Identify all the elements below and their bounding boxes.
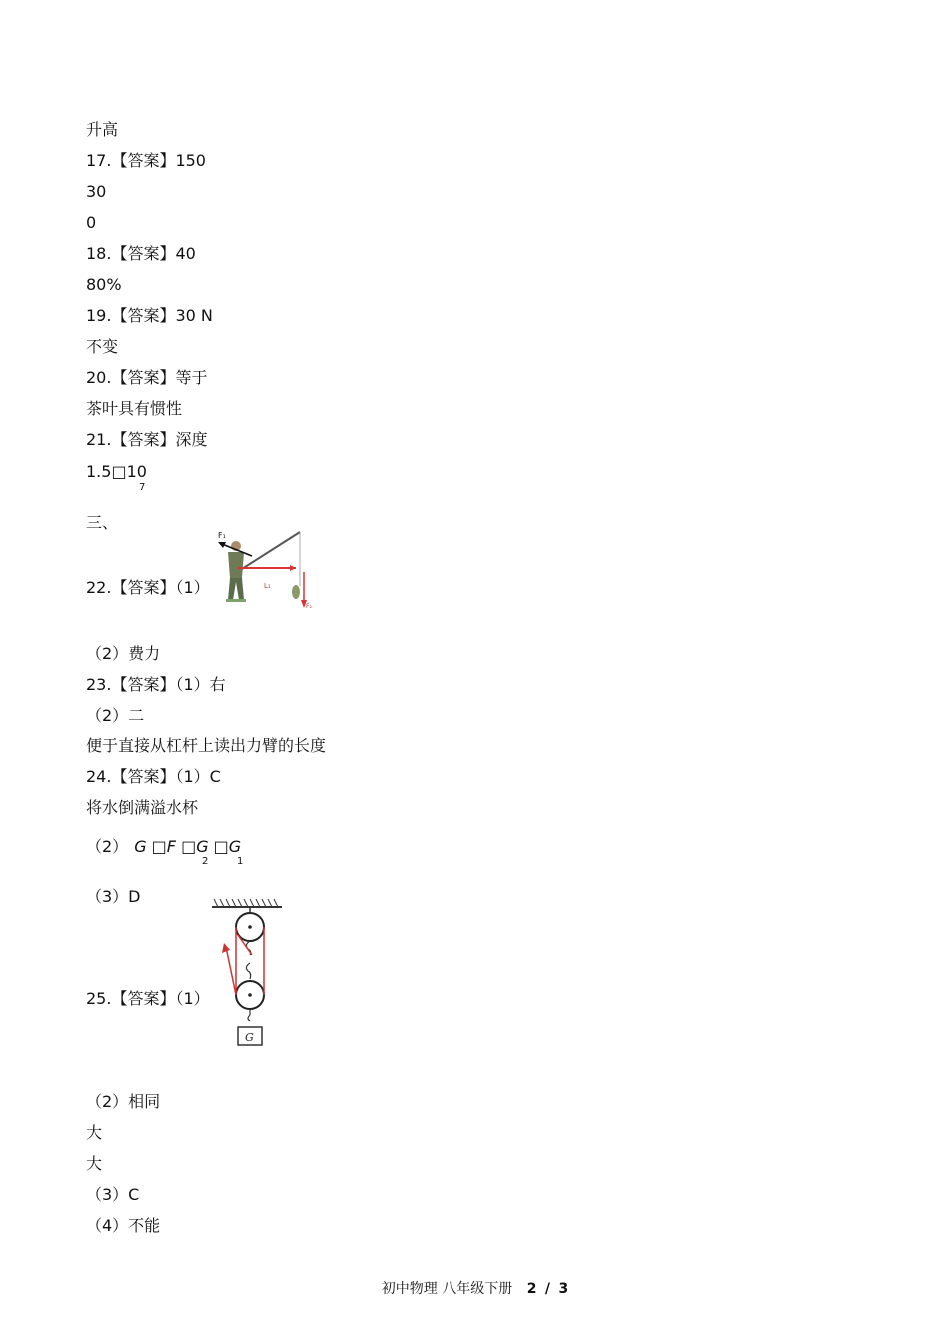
- hook-icon: [246, 963, 250, 979]
- answer-line: （3）D: [86, 887, 141, 906]
- answer-line: 0: [86, 213, 97, 232]
- answer-line: （2）费力: [86, 644, 161, 663]
- answer-line: 20.【答案】等于: [86, 368, 208, 387]
- arrow-icon: [290, 565, 296, 571]
- section-heading: 三、: [86, 513, 119, 532]
- answer-line: （2）二: [86, 706, 145, 725]
- answer-line: 18.【答案】40: [86, 244, 196, 263]
- footer-subject: 初中物理 八年级下册: [381, 1281, 513, 1297]
- fishing-lever-figure: [212, 526, 320, 612]
- answer-line: 升高: [86, 120, 119, 139]
- exponent: 7: [139, 482, 146, 493]
- answer-line: 23.【答案】（1）右: [86, 675, 226, 694]
- answer-line: 便于直接从杠杆上读出力臂的长度: [86, 736, 327, 755]
- answer-line: 17.【答案】150: [86, 151, 206, 170]
- answer-line: 不变: [86, 337, 119, 356]
- answer-line: 1.5□10: [86, 462, 147, 481]
- answer-line: （2）相同: [86, 1092, 161, 1111]
- l1-label: L₁: [264, 582, 271, 590]
- formula-text: G □F □G □G: [134, 837, 242, 856]
- weight-label: G: [245, 1031, 254, 1044]
- answer-line: 22.【答案】（1）: [86, 578, 210, 597]
- formula-line: [86, 837, 241, 857]
- answer-line: 24.【答案】（1）C: [86, 767, 221, 786]
- answer-line: 将水倒满溢水杯: [86, 798, 199, 817]
- formula-prefix: （2）: [86, 837, 129, 856]
- pulley-figure: [206, 895, 286, 1050]
- answer-line: 80%: [86, 275, 122, 294]
- page-number: 2: [526, 1281, 537, 1297]
- answer-line: 21.【答案】深度: [86, 430, 208, 449]
- subscript: 2: [202, 856, 209, 867]
- answer-line: 大: [86, 1154, 103, 1173]
- answer-line: 茶叶具有惯性: [86, 399, 183, 418]
- answer-line: 19.【答案】30 N: [86, 306, 213, 325]
- answer-line: （3）C: [86, 1185, 140, 1204]
- subscript: 1: [237, 856, 244, 867]
- answer-line: 大: [86, 1123, 103, 1142]
- page-total: 3: [558, 1281, 569, 1297]
- answer-line: 25.【答案】（1）: [86, 989, 210, 1008]
- ceiling: [212, 899, 282, 907]
- answer-line: 30: [86, 182, 107, 201]
- arrow-icon: [222, 943, 230, 953]
- f2-label: F₂: [306, 603, 312, 610]
- page-separator: /: [544, 1281, 551, 1297]
- f1-label: F₁: [218, 531, 226, 540]
- page-footer: [0, 1280, 950, 1298]
- fish-icon: [292, 585, 300, 599]
- answer-line: （4）不能: [86, 1216, 161, 1235]
